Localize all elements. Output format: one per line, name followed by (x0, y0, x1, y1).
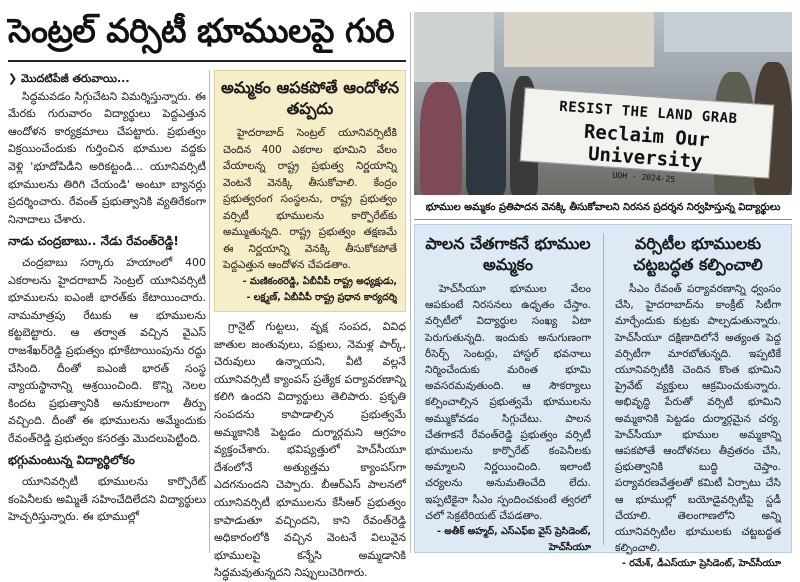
box-paragraph: హెచ్‌సీయూ భూముల వేలం ఆపకుంటే నిరసనలు ఉధృతం చేస్తాం. వర్సిటీలో విద్యార్థుల సంఖ్య ఏటా పెరుగుతున్నది. ఇందుకు అనుగుణంగా రీసెర్చ్ సెంటర్లు, హాస్టల్ భవనాలు నిర్మించేందుకు మరింత భూమి అవసరమవుతుంది. ఆ సౌకర్యాలు కల్పించాల్సిన ప్రభుత్వమే భూములను అమ్ముకోవడం సిగ్గుచేటు. పాలన చేతగాకనే రేవంత్‌రెడ్డి ప్రభుత్వం వర్సిటీ భూములను కార్పొరేట్ కంపెనీలకు అమ్మాలని నిర్ణయించింది. ఇలాంటి చర్యలను అనుమతించేది లేదు. ఇప్పటికైనా సీఎం స్పందించకుంటే త్వరలో చలో సెక్రటేరియట్ చేపడతాం. (425, 283, 591, 522)
person-figure (466, 72, 506, 195)
article-column-1 (8, 70, 206, 526)
box-signature: - రమేశ్, డీఎస్‌యూ ప్రెసిడెంట్, హెచ్‌సీయూ (621, 558, 781, 570)
paragraph: యూనివర్సిటీ భూములను కార్పొరేట్ కంపెనీలకు అమ్మితే సహించేదిలేదని విద్యార్థులు హెచ్చరిస్తున్నారు. ఈ భూముల్లో (8, 475, 206, 524)
headline-rule (8, 60, 406, 62)
quote-sfi (417, 225, 599, 556)
box-signature: - లక్ష్మణ్, ఏబీవీపీ రాష్ట్ర ప్రధాన కార్యదర్శి (246, 291, 397, 303)
box-paragraph: హైదరాబాద్ సెంట్రల్ యూనివర్సిటీకి చెందిన 400 ఎకరాల భూమిని వేలం వేయాలన్న రాష్ట్ర ప్రభుత్వ నిర్ణయాన్ని వెంటనే వెనక్కి తీసుకోవాలి. కేంద్రం ప్రభుత్వరంగ సంస్థలను, రాష్ట్ర ప్రభుత్వం వర్సిటీ భూములను కార్పొరేట్‌కు అమ్ముతున్నది. రాష్ట్ర ప్రభుత్వం తక్షణమే ఈ నిర్ణయాన్ని వెనక్కి తీసుకోకపోతే పెద్దఎత్తున ఆందోళన చేపడతాం. (223, 127, 397, 271)
box-body (417, 275, 599, 524)
box-title: పాలన చేతగాకనే భూముల అమ్మకం (425, 234, 591, 274)
quote-box-abvp (214, 70, 406, 312)
box-title: అమ్మకం ఆపకపోతే ఆందోళన తప్పదు (220, 78, 400, 118)
banner-line: RESIST THE LAND GRAB (558, 98, 739, 128)
box-body (607, 275, 789, 556)
paragraph: గ్రానైట్ గుట్టలు, వృక్ష సంపద, వివిధ జాతుల జంతువులు, పక్షులు, నెమళ్ల పార్క్, చెరువులు ఉన్నాయని, వీటి వల్లనే యూనివర్సిటీ క్యాంపస్ ప్రత్యేక పర్యావరణాన్ని కలిగి ఉందని విద్యార్థులు తెలిపారు. ప్రకృతి సంపదను కాపాడాల్సిన ప్రభుత్వమే అమ్మకానికి పెట్టడం దుర్మార్గమని ఆగ్రహం వ్యక్తంచేశారు. భవిష్యత్తులో హెచ్‌సీయూ దేశంలోనే అత్యుత్తమ క్యాంపస్‌గా ఎదగనుందని చెప్పారు. బీఆర్ఎస్ పాలనలో యూనివర్సిటీ భూములను కేసీఆర్ ప్రభుత్వం కాపాడుతూ వచ్చిందని, కాని రేవంత్‌రెడ్డి అధికారంలోకి వచ్చిన వెంటనే విలువైన భూములపై కన్నేసి అమ్మడానికి సిద్ధమవుతున్నదని నిప్పులుచెరిగారు. (214, 320, 406, 580)
box-signature: - అతీక్ అహ్మద్, ఎస్‌ఎఫ్ఐ వైస్ ప్రెసిడెంట్, హెచ్‌సీయూ (437, 526, 591, 554)
box-title: వర్సిటీల భూములకు చట్టబద్ధత కల్పించాలి (633, 234, 763, 274)
headline: సెంట్రల్ వర్సిటీ భూములపై గురి (8, 11, 395, 50)
building-shape (664, 12, 792, 52)
box-paragraph: సీఎం రేవంత్ పర్యావరణాన్ని ధ్వంసం చేసి, హైదరాబాద్‌ను కాంక్రీట్ సిటీగా మార్చేందుకు కుట్రకు పాల్పడుతున్నారు. హెచ్‌సీయూ దక్షిణాదిలోనే అత్యంత పెద్ద వర్సిటీగా మారబోతున్నది. ఇప్పటికే యూనివర్సిటీకి చెందిన కొంత భూమిని ప్రైవేట్ వ్యక్తులు ఆక్రమించుకున్నారు. అభివృద్ధి పేరుతో వర్సిటీ భూమిని అమ్మకానికి పెట్టడం దుర్మార్గమైన చర్య. హెచ్‌సీయూ భూముల అమ్మకాన్ని ఆపకపోతే ఆందోళనలు తీవ్రతరం చేసి, ప్రభుత్వానికి బుద్ధి చెప్తాం. పర్యావరణవేత్తలతో కమిటీ ఏర్పాటు చేసి ఆ భూముల్లో బయోడైవర్సిటీపై స్టడీ చేయాలి. తెలంగాణలోని అన్ని యూనివర్సిటీల భూములకు చట్టబద్ధత కల్పించాలి. (615, 283, 781, 555)
box-body (215, 119, 405, 274)
column-divider (410, 12, 411, 553)
box-divider (603, 233, 604, 545)
paragraph: సిద్ధమవడం సిగ్గుచేటని విమర్శిస్తున్నారు. ఈ మేరకు గురువారం విద్యార్థులు పెద్దఎత్తున ఆందోళన కార్యక్రమాలు చేపట్టారు. ప్రభుత్వం విక్రయించేందుకు గుర్తించిన భూముల వద్దకు వెళ్లి 'భూదోపిడీని అరికట్టండి... యూనివర్సిటీ భూములను తిరిగి చేయండి' అంటూ బ్యానర్లు ప్రదర్శించారు. రేవంత్ ప్రభుత్వానికి వ్యతిరేకంగా నినాదాలు చేశారు. (8, 89, 206, 226)
box-signature: - మణికంఠరెడ్డి, ఏబీవీపీ రాష్ట్ర అధ్యక్షుడు, (242, 275, 397, 287)
paragraph: చంద్రబాబు సర్కారు హయాంలో 400 ఎకరాలను హైదరాబాద్ సెంట్రల్ యూనివర్సిటీ భూములను ఐఎంజీ భారత్‌కు కేటాయించారు. నామమాత్రపు రేటుకు ఆ భూములను కట్టబెట్టారు. ఆ తర్వాత వచ్చిన వైఎస్ రాజశేఖర్‌రెడ్డి ప్రభుత్వం భూకేటాయింపును రద్దు చేసింది. దీంతో ఐఎంజీ భారత్ సంస్థ న్యాయస్థానాన్ని ఆశ్రయించింది. కొన్ని నెలల కిందట ప్రభుత్వానికి అనుకూలంగా తీర్పు వచ్చింది. దీంతో ఈ భూములను అమ్మేందుకు రేవంత్‌రెడ్డి ప్రభుత్వం కసరత్తు మొదలుపెట్టింది. (8, 255, 206, 445)
person-figure (420, 82, 462, 195)
quote-box-students (414, 224, 792, 570)
protest-photo (414, 12, 792, 195)
photo-caption: భూముల అమ్మకం ప్రతిపాదన వెనక్కి తీసుకోవాలని నిరసన ప్రదర్శన నిర్వహిస్తున్న విద్యార్థులు (414, 197, 792, 220)
subheading: భగ్గుమంటున్న విద్యార్థిలోకం (8, 453, 135, 468)
arrow-icon: ❯ (8, 72, 22, 85)
subheading: నాడు చంద్రబాబు.. నేడు రేవంత్‌రెడ్డి! (8, 234, 179, 249)
kicker-text: మొదటిపేజీ తరువాయి... (21, 72, 130, 85)
quote-dsu (607, 225, 789, 572)
continuation-kicker (8, 70, 206, 88)
building-shape (504, 12, 654, 67)
column-divider (209, 70, 210, 553)
banner-line: UOH · 2024-25 (612, 170, 676, 185)
banner-line: Reclaim Our University (583, 120, 711, 173)
article-column-2 (214, 318, 406, 582)
